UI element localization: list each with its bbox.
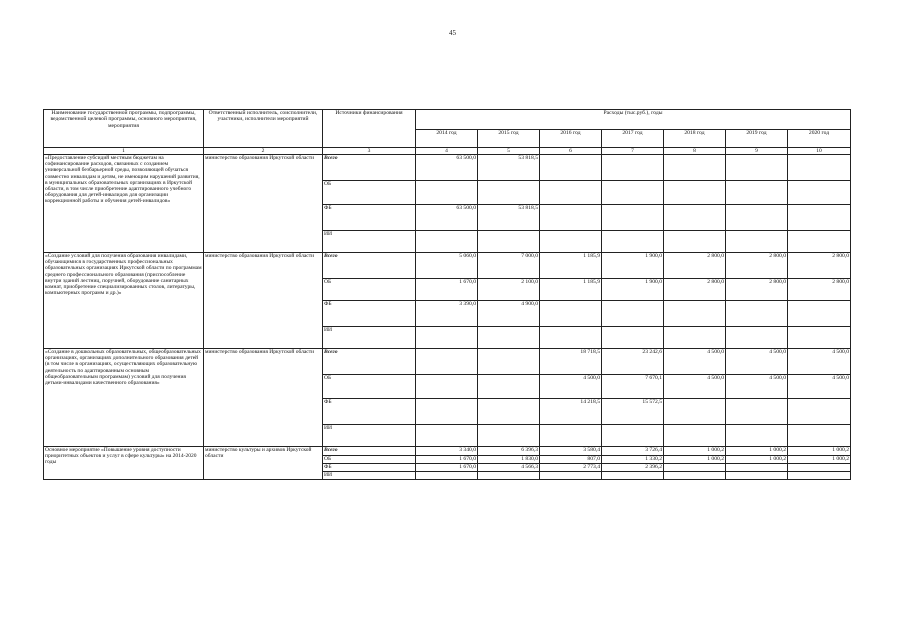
amount-cell: 1 900,0 xyxy=(602,253,664,279)
amount-cell xyxy=(602,205,664,231)
funding-source: ОБ xyxy=(323,375,416,399)
amount-cell xyxy=(416,472,478,480)
amount-cell: 3 340,0 xyxy=(416,447,478,456)
amount-cell xyxy=(478,375,540,399)
amount-cell: 7 000,0 xyxy=(478,253,540,279)
amount-cell: 4 500,0 xyxy=(726,375,788,399)
amount-cell xyxy=(416,231,478,253)
table-body xyxy=(44,148,851,480)
header-source: Источники финансирования xyxy=(323,110,416,148)
amount-cell xyxy=(540,327,602,349)
amount-cell xyxy=(726,155,788,181)
amount-cell xyxy=(478,181,540,205)
amount-cell xyxy=(726,327,788,349)
funding-source: Всего xyxy=(323,447,416,456)
header-year: 2016 год xyxy=(540,130,602,148)
amount-cell: 2 773,4 xyxy=(540,464,602,472)
amount-cell: 1 000,2 xyxy=(788,447,851,456)
funding-source: ИИ xyxy=(323,327,416,349)
amount-cell: 1 330,2 xyxy=(602,456,664,464)
amount-cell xyxy=(540,301,602,327)
header-year: 2020 год xyxy=(788,130,851,148)
amount-cell xyxy=(788,399,851,425)
amount-cell xyxy=(788,231,851,253)
amount-cell: 1 900,0 xyxy=(602,279,664,301)
amount-cell: 2 800,0 xyxy=(664,279,726,301)
amount-cell: 1 000,2 xyxy=(664,456,726,464)
amount-cell: 14 218,5 xyxy=(540,399,602,425)
executor: министерство образования Иркутской области xyxy=(204,155,323,253)
column-number: 3 xyxy=(323,148,416,155)
amount-cell: 2 800,0 xyxy=(726,279,788,301)
amount-cell xyxy=(478,327,540,349)
amount-cell xyxy=(726,205,788,231)
funding-source: ФБ xyxy=(323,399,416,425)
amount-cell xyxy=(602,181,664,205)
amount-cell xyxy=(664,231,726,253)
column-number: 5 xyxy=(478,148,540,155)
amount-cell xyxy=(416,181,478,205)
amount-cell xyxy=(664,205,726,231)
amount-cell: 2 800,0 xyxy=(726,253,788,279)
column-number: 1 xyxy=(44,148,204,155)
amount-cell xyxy=(602,231,664,253)
amount-cell xyxy=(726,181,788,205)
funding-source: Всего xyxy=(323,155,416,181)
amount-cell: 53 818,5 xyxy=(478,155,540,181)
amount-cell xyxy=(540,231,602,253)
funding-source: ИИ xyxy=(323,425,416,447)
amount-cell: 6 396,3 xyxy=(478,447,540,456)
funding-source: ИИ xyxy=(323,231,416,253)
program-name: «Предоставление субсидий местным бюджетам на софинансирование расходов, связанных с созданием универсальной безбарьерной среды, позволяющей обучаться совместно инвалидам и детям, не имеющим нарушений развития, в муниципальных образовательных организациях в Иркутской области, в том числе приобретение адаптированного учебного оборудования для детей-инвалидов для организации коррекционной работы и обучения детей-инвалидов» xyxy=(44,155,204,253)
amount-cell: 4 500,0 xyxy=(788,349,851,375)
amount-cell xyxy=(416,327,478,349)
amount-cell xyxy=(478,349,540,375)
amount-cell xyxy=(540,181,602,205)
amount-cell: 3 726,4 xyxy=(602,447,664,456)
program-name: «Создание условий для получения образования инвалидами, обучающимися в государственных профессиональных образовательных организациях Иркутской области по программам среднего профессионального образования (приспособление внутри зданий лестниц, поручней, оборудование санитарных комнат, приобретение специализированных столов, литературы, компьютерных программ и др.)» xyxy=(44,253,204,349)
amount-cell: 2 800,0 xyxy=(788,253,851,279)
amount-cell: 4 500,0 xyxy=(664,349,726,375)
header-year: 2015 год xyxy=(478,130,540,148)
column-number: 2 xyxy=(204,148,323,155)
amount-cell xyxy=(416,375,478,399)
amount-cell: 1 670,0 xyxy=(416,456,478,464)
amount-cell xyxy=(540,155,602,181)
amount-cell xyxy=(602,327,664,349)
funding-source: ИИ xyxy=(323,472,416,480)
amount-cell xyxy=(664,425,726,447)
funding-source: ФБ xyxy=(323,205,416,231)
amount-cell: 1 830,0 xyxy=(478,456,540,464)
amount-cell xyxy=(788,464,851,472)
amount-cell: 1 000,2 xyxy=(664,447,726,456)
program-name: Основное мероприятие «Повышение уровня доступности приоритетных объектов и услуг в сфере культуры» на 2014-2020 годы xyxy=(44,447,204,480)
funding-source: Всего xyxy=(323,253,416,279)
amount-cell: 7 670,1 xyxy=(602,375,664,399)
amount-cell xyxy=(726,231,788,253)
amount-cell: 4 500,0 xyxy=(788,375,851,399)
header-year: 2019 год xyxy=(726,130,788,148)
amount-cell xyxy=(664,472,726,480)
amount-cell: 5 060,0 xyxy=(416,253,478,279)
amount-cell: 15 572,5 xyxy=(602,399,664,425)
column-number: 4 xyxy=(416,148,478,155)
amount-cell: 2 396,2 xyxy=(602,464,664,472)
amount-cell: 1 185,9 xyxy=(540,279,602,301)
column-number: 6 xyxy=(540,148,602,155)
amount-cell xyxy=(664,301,726,327)
header-expenses: Расходы (тыс.руб.), годы xyxy=(416,110,851,130)
amount-cell: 807,0 xyxy=(540,456,602,464)
column-number-row xyxy=(44,148,851,155)
amount-cell xyxy=(602,155,664,181)
amount-cell xyxy=(726,425,788,447)
amount-cell xyxy=(540,472,602,480)
amount-cell: 3 390,0 xyxy=(416,301,478,327)
executor: министерство культуры и архивов Иркутской области xyxy=(204,447,323,480)
table-row xyxy=(44,253,851,279)
amount-cell: 1 670,0 xyxy=(416,464,478,472)
funding-source: ФБ xyxy=(323,464,416,472)
amount-cell xyxy=(478,231,540,253)
amount-cell: 4 500,0 xyxy=(726,349,788,375)
page-number: 45 xyxy=(449,29,456,37)
header-year: 2017 год xyxy=(602,130,664,148)
amount-cell: 2 800,0 xyxy=(788,279,851,301)
amount-cell: 1 000,2 xyxy=(788,456,851,464)
table-row xyxy=(44,155,851,181)
header-year: 2014 год xyxy=(416,130,478,148)
amount-cell xyxy=(664,327,726,349)
amount-cell xyxy=(788,155,851,181)
amount-cell xyxy=(602,472,664,480)
amount-cell: 1 000,2 xyxy=(726,447,788,456)
expenses-table xyxy=(43,109,851,480)
amount-cell: 63 500,0 xyxy=(416,155,478,181)
column-number: 9 xyxy=(726,148,788,155)
amount-cell: 18 718,5 xyxy=(540,349,602,375)
amount-cell xyxy=(602,425,664,447)
funding-source: ОБ xyxy=(323,181,416,205)
amount-cell: 53 818,5 xyxy=(478,205,540,231)
amount-cell xyxy=(416,425,478,447)
amount-cell: 23 242,6 xyxy=(602,349,664,375)
amount-cell: 1 670,0 xyxy=(416,279,478,301)
column-number: 10 xyxy=(788,148,851,155)
amount-cell xyxy=(664,464,726,472)
amount-cell xyxy=(478,425,540,447)
table-row xyxy=(44,349,851,375)
funding-source: ФБ xyxy=(323,301,416,327)
amount-cell xyxy=(788,327,851,349)
amount-cell xyxy=(788,181,851,205)
amount-cell xyxy=(664,181,726,205)
program-name: «Создание в дошкольных образовательных, общеобразовательных организациях, организациях дополнительного образования детей (в том числе в организациях, осуществляющих образовательную деятельность по адаптированным основным общеобразовательным программам) условий для получения детьми-инвалидами качественного образования» xyxy=(44,349,204,447)
funding-source: ОБ xyxy=(323,456,416,464)
amount-cell xyxy=(788,472,851,480)
amount-cell: 2 100,0 xyxy=(478,279,540,301)
header-name: Наименование государственной программы, подпрограммы, ведомственной целевой программы, основного мероприятия, мероприятия xyxy=(44,110,204,148)
amount-cell xyxy=(478,472,540,480)
amount-cell xyxy=(478,399,540,425)
amount-cell: 2 800,0 xyxy=(664,253,726,279)
amount-cell xyxy=(788,425,851,447)
amount-cell: 4 566,3 xyxy=(478,464,540,472)
amount-cell xyxy=(540,205,602,231)
amount-cell: 1 185,9 xyxy=(540,253,602,279)
amount-cell: 63 500,0 xyxy=(416,205,478,231)
amount-cell xyxy=(788,301,851,327)
amount-cell xyxy=(602,301,664,327)
header-executor: Ответственный исполнитель, соисполнители, участники, исполнители мероприятий xyxy=(204,110,323,148)
amount-cell xyxy=(726,399,788,425)
amount-cell xyxy=(416,349,478,375)
table-row xyxy=(44,447,851,456)
amount-cell xyxy=(726,472,788,480)
column-number: 8 xyxy=(664,148,726,155)
amount-cell: 4 500,0 xyxy=(540,375,602,399)
amount-cell xyxy=(788,205,851,231)
amount-cell: 4 900,0 xyxy=(478,301,540,327)
amount-cell xyxy=(664,155,726,181)
executor: министерство образования Иркутской области xyxy=(204,349,323,447)
amount-cell: 1 000,2 xyxy=(726,456,788,464)
executor: министерство образования Иркутской области xyxy=(204,253,323,349)
amount-cell xyxy=(416,399,478,425)
funding-source: Всего xyxy=(323,349,416,375)
header-year: 2018 год xyxy=(664,130,726,148)
amount-cell xyxy=(726,464,788,472)
funding-source: ОБ xyxy=(323,279,416,301)
amount-cell: 4 500,0 xyxy=(664,375,726,399)
amount-cell: 3 580,4 xyxy=(540,447,602,456)
column-number: 7 xyxy=(602,148,664,155)
amount-cell xyxy=(540,425,602,447)
amount-cell xyxy=(664,399,726,425)
amount-cell xyxy=(726,301,788,327)
